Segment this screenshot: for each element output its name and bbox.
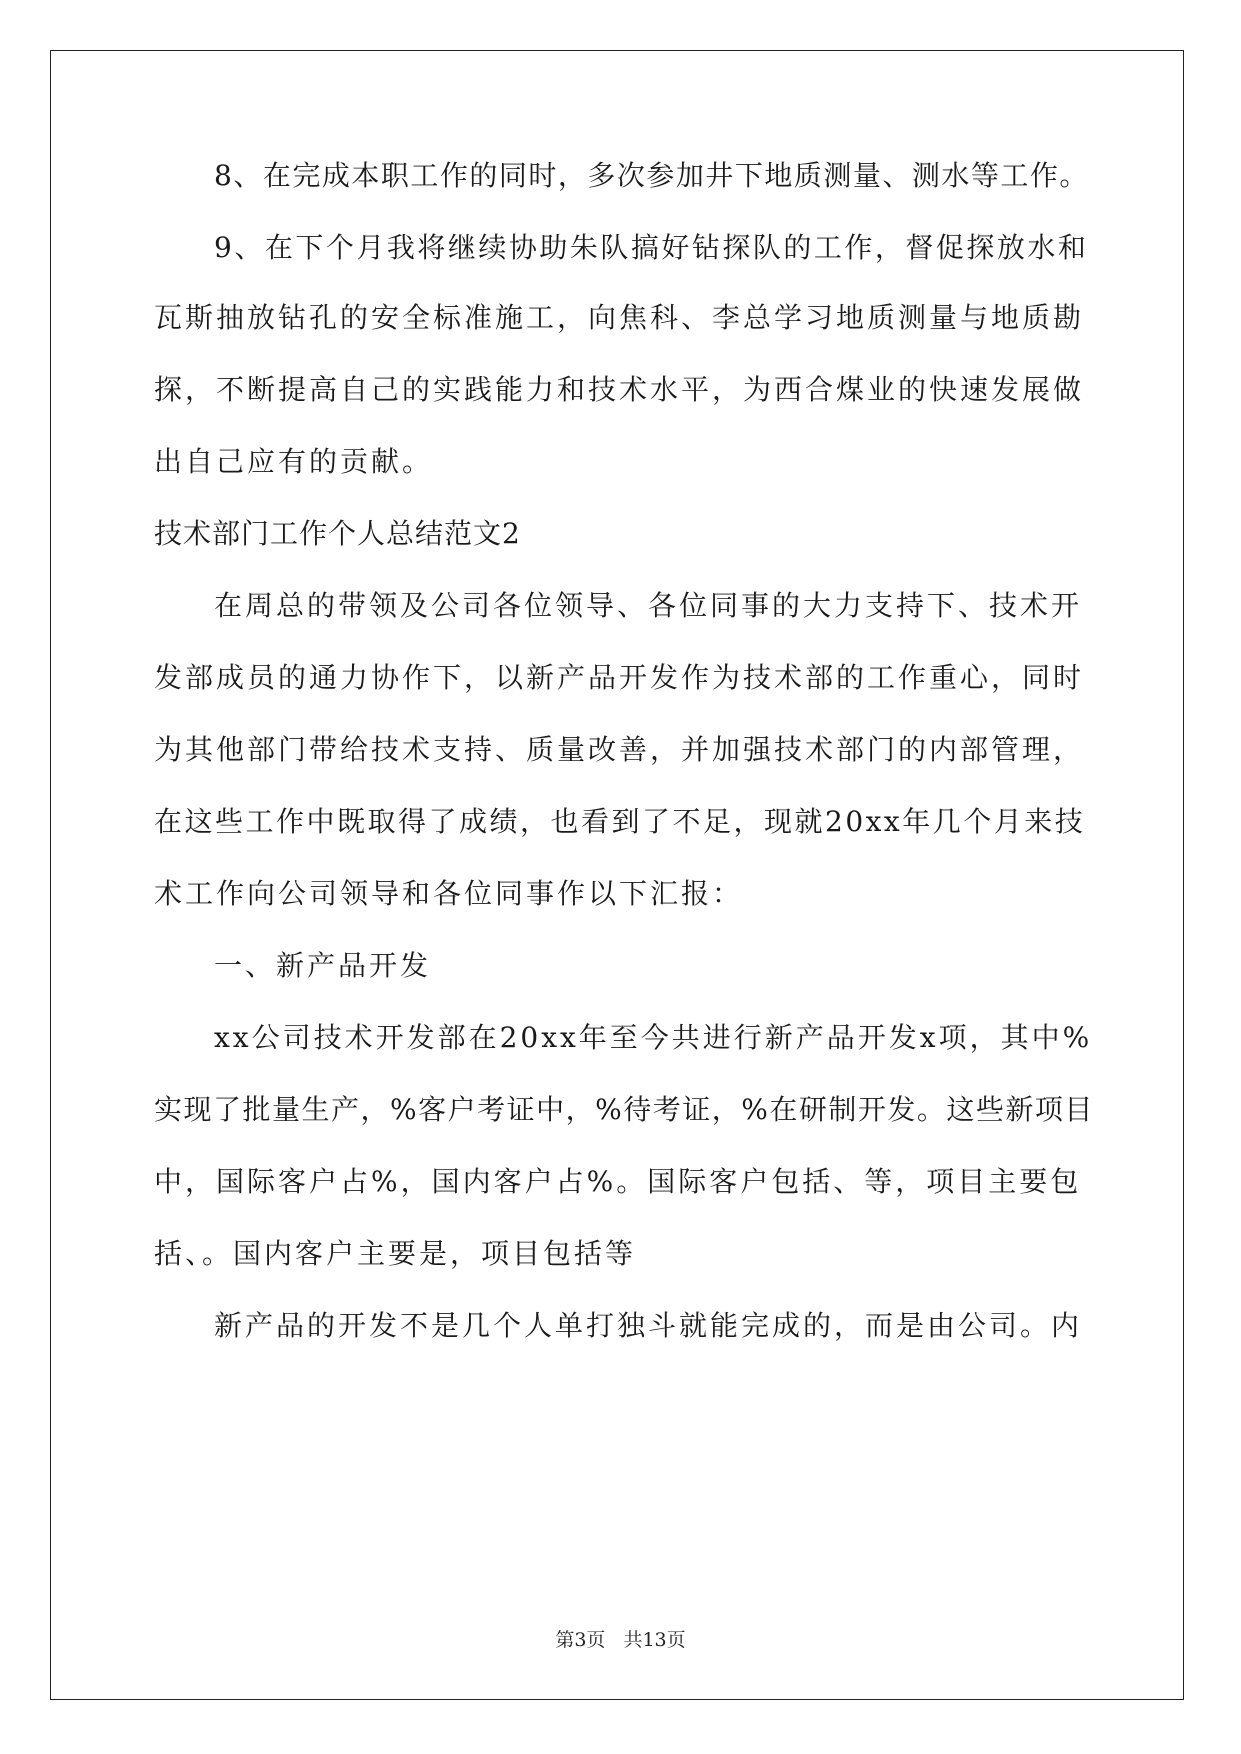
paragraph-line: 8、在完成本职工作的同时，多次参加井下地质测量、测水等工作。 (214, 159, 1089, 192)
paragraph-line: 在周总的带领及公司各位领导、各位同事的大力支持下、技术开 (214, 589, 1083, 622)
paragraph-line: 为其他部门带给技术支持、质量改善，并加强技术部门的内部管理， (154, 733, 1085, 766)
paragraph-line: 术工作向公司领导和各位同事作以下汇报： (154, 877, 744, 910)
paragraph-line: xx公司技术开发部在20xx年至今共进行新产品开发x项，其中% (214, 1021, 1093, 1054)
page-number: 第3页 (555, 1629, 606, 1651)
paragraph-line: 9、在下个月我将继续协助朱队搞好钻探队的工作，督促探放水和 (214, 231, 1089, 264)
paragraph-line: 实现了批量生产，%客户考证中，%待考证，%在研制开发。这些新项目 (154, 1093, 1094, 1126)
paragraph-line: 探，不断提高自己的实践能力和技术水平，为西合煤业的快速发展做 (154, 373, 1085, 406)
page-footer (0, 1628, 1241, 1652)
page-total: 共13页 (623, 1629, 686, 1651)
section-title: 技术部门工作个人总结范文2 (154, 517, 521, 550)
paragraph-line: 发部成员的通力协作下，以新产品开发作为技术部的工作重心，同时 (154, 661, 1085, 694)
paragraph-line: 在这些工作中既取得了成绩，也看到了不足，现就20xx年几个月来技 (154, 805, 1086, 838)
paragraph-line: 新产品的开发不是几个人单打独斗就能完成的，而是由公司。内 (214, 1309, 1083, 1342)
paragraph-line: 中，国际客户占%，国内客户占%。国际客户包括、等，项目主要包 (154, 1165, 1082, 1198)
paragraph-line: 瓦斯抽放钻孔的安全标准施工，向焦科、李总学习地质测量与地质勘 (154, 301, 1085, 334)
paragraph-line: 括、。国内客户主要是，项目包括等 (154, 1237, 637, 1270)
subheading: 一、新产品开发 (214, 949, 432, 982)
paragraph-line: 出自己应有的贡献。 (154, 445, 434, 478)
